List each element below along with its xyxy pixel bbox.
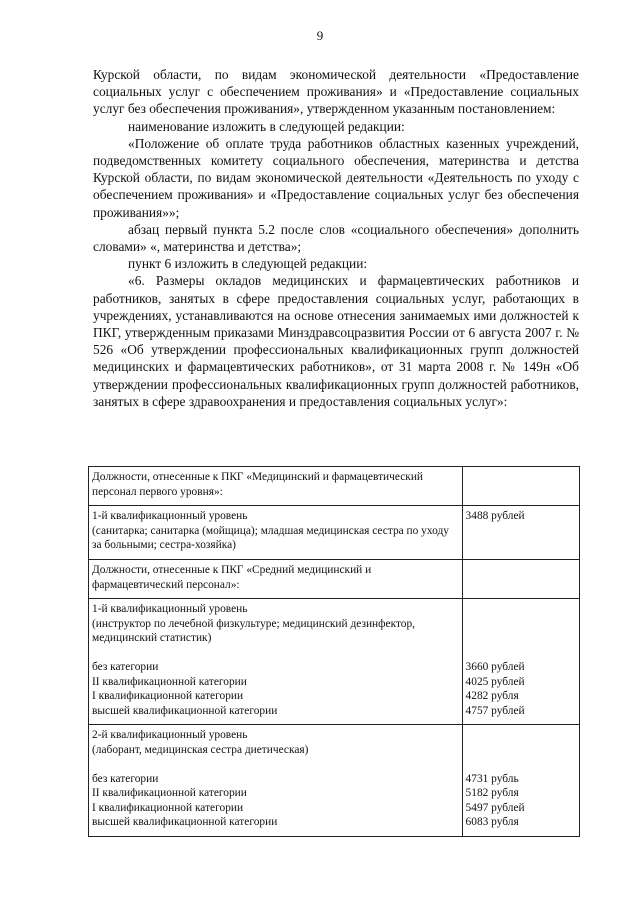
category-label: высшей квалификационной категории — [92, 816, 278, 829]
table-row — [89, 467, 580, 506]
table-cell-empty — [462, 467, 579, 506]
category-label: I квалификационной категории — [92, 801, 244, 814]
table-row — [89, 725, 580, 837]
paragraph-1: Курской области, по видам экономической деятельности «Предоставление социальных услуг с обеспечением проживания» и «Предоставление социальных услуг без обеспечения проживания», утвержденном указанным постановлением: — [93, 67, 579, 117]
paragraph-3: «Положение об оплате труда работников областных казенных учреждений, подведомственных комитету социального обеспечения, материнства и детства Курской области, по видам экономической деятельности «Деятельность по уходу с обеспечением проживания» и «Предоставление социальных услуг без обеспечения проживания»»; — [93, 135, 579, 220]
paragraph-6: «6. Размеры окладов медицинских и фармацевтических работников и работников, занятых в сфере предоставления социальных услуг, работающих в учреждениях, устанавливаются на основе отнесения занимаемых ими должностей к ПКГ, утвержденным приказами Минздравсоцразвития России от 6 августа 2007 г. № 526 «Об утверждении профессиональных квалификационных групп должностей медицинских и фармацевтических работников», от 31 марта 2008 г. № 149н «Об утверждении профессиональных квалификационных групп должностей работников, занятых в сфере здравоохранения и предоставления социальных услуг»: — [93, 273, 579, 409]
qualification-level-cell — [89, 506, 463, 560]
pkg-group-heading: Должности, отнесенные к ПКГ «Медицинский и фармацевтический персонал первого уровня»: — [89, 467, 463, 506]
qualification-level-positions: (инструктор по лечебной физкультуре; медицинский дезинфектор, медицинский статистик) — [92, 617, 416, 645]
salary-value: 3488 рублей — [462, 506, 579, 560]
category-label: без категории — [92, 660, 159, 673]
table-row — [89, 559, 580, 598]
body-text — [93, 66, 579, 410]
page-number: 9 — [316, 28, 324, 43]
paragraph-5: пункт 6 изложить в следующей редакции: — [128, 256, 368, 272]
salary-value: 4282 рубля — [465, 690, 519, 703]
paragraph-4: абзац первый пункта 5.2 после слов «социального обеспечения» дополнить словами» «, материнства и детства»; — [93, 221, 579, 255]
paragraph-2: наименование изложить в следующей редакции: — [128, 118, 405, 134]
salary-value: 4757 рублей — [465, 704, 525, 717]
category-label: без категории — [92, 772, 159, 785]
category-label: высшей квалификационной категории — [92, 704, 278, 717]
salary-value: 5497 рублей — [465, 801, 525, 814]
qualification-level-cell — [89, 599, 463, 725]
qualification-level-cell — [89, 725, 463, 837]
salary-table — [88, 466, 580, 837]
qualification-level-title: 1-й квалификационный уровень — [92, 603, 248, 616]
qualification-level-positions: (санитарка; санитарка (мойщица); младшая медицинская сестра по уходу за больными; сестра-хозяйка) — [92, 524, 449, 552]
category-label: I квалификационной категории — [92, 690, 244, 703]
category-label: II квалификационной категории — [92, 787, 247, 800]
category-label: II квалификационной категории — [92, 675, 247, 688]
qualification-level-positions: (лаборант, медицинская сестра диетическая) — [92, 743, 309, 756]
salary-value: 4731 рубль — [465, 772, 519, 785]
table-row — [89, 599, 580, 725]
qualification-level-title: 1-й квалификационный уровень — [92, 510, 248, 523]
table-row — [89, 506, 580, 560]
salary-values-cell — [462, 599, 579, 725]
salary-value: 4025 рублей — [465, 675, 525, 688]
qualification-level-title: 2-й квалификационный уровень — [92, 729, 248, 742]
salary-value: 3660 рублей — [465, 660, 525, 673]
salary-values-cell — [462, 725, 579, 837]
pkg-group-heading: Должности, отнесенные к ПКГ «Средний медицинский и фармацевтический персонал»: — [89, 559, 463, 598]
table-cell-empty — [462, 559, 579, 598]
salary-value: 5182 рубля — [465, 787, 519, 800]
salary-value: 6083 рубля — [465, 816, 519, 829]
